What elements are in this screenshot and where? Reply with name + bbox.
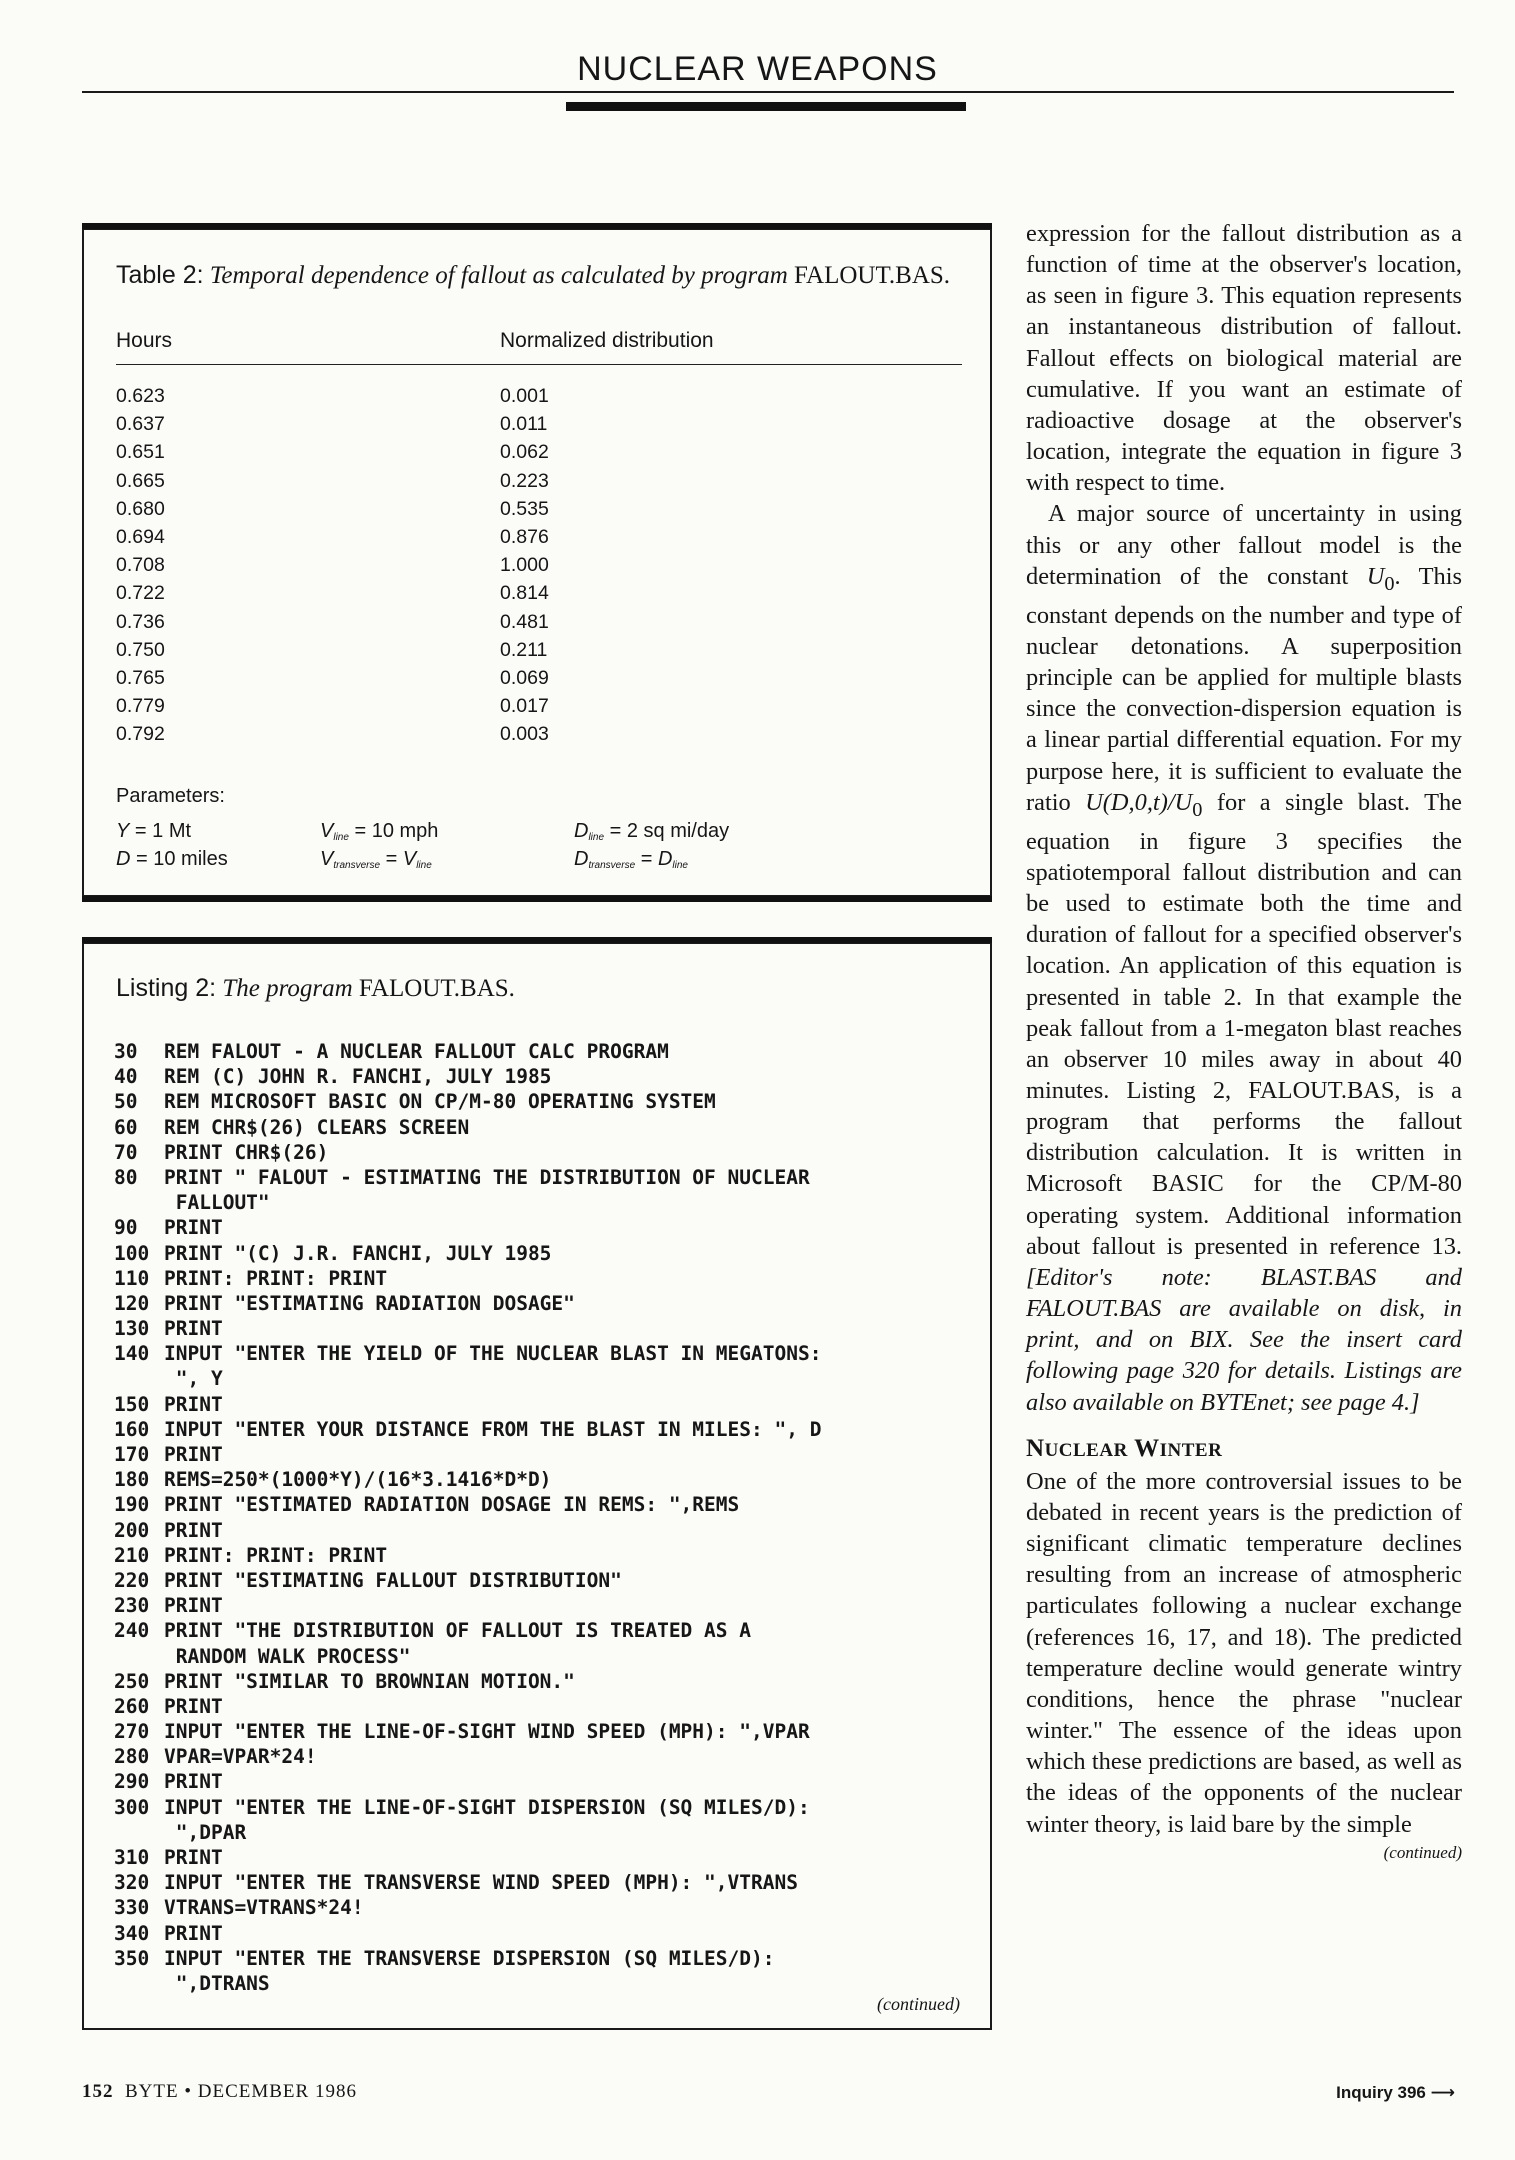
code-line xyxy=(114,1316,974,1341)
distribution-cell: 0.223 xyxy=(500,469,549,492)
table-row xyxy=(116,385,916,413)
line-code: PRINT xyxy=(164,1921,223,1945)
line-code: FALLOUT" xyxy=(164,1191,270,1215)
table-row xyxy=(116,498,916,526)
line-number: 140 xyxy=(114,1342,150,1366)
line-code: PRINT: PRINT: PRINT xyxy=(164,1266,388,1290)
code-line xyxy=(114,1064,974,1089)
article-continued: (continued) xyxy=(1383,1842,1462,1862)
line-code: PRINT " FALOUT - ESTIMATING THE DISTRIBUTION OF NUCLEAR xyxy=(164,1165,810,1189)
param-d-line: $D_{line} = 2$ sq mi/day xyxy=(574,820,730,843)
line-code: PRINT "ESTIMATING RADIATION DOSAGE" xyxy=(164,1291,575,1315)
line-number: 100 xyxy=(114,1241,150,1265)
listing-continued: (continued) xyxy=(877,1994,960,2014)
table-row xyxy=(116,723,916,751)
line-code: PRINT xyxy=(164,1694,223,1718)
listing-box-top-bar xyxy=(82,937,992,943)
distribution-cell: 0.001 xyxy=(500,385,549,407)
line-number: 60 xyxy=(114,1115,138,1139)
code-line xyxy=(114,1895,974,1920)
line-number: 180 xyxy=(114,1468,150,1492)
line-code: PRINT xyxy=(164,1594,223,1618)
code-line xyxy=(114,1442,974,1467)
editor-note: [Editor's note: BLAST.BAS and FALOUT.BAS are available on disk, in print, and on BIX. See the insert card following page 320 for details. Listings are also available on BYTEnet; see page 4.] xyxy=(1026,1263,1462,1416)
hours-cell: 0.694 xyxy=(116,525,165,548)
code-line xyxy=(114,1291,974,1316)
code-listing xyxy=(114,1039,974,1996)
code-line xyxy=(114,1618,974,1643)
hours-cell: 0.765 xyxy=(116,666,165,689)
line-number: 190 xyxy=(114,1493,150,1517)
distribution-cell: 0.876 xyxy=(500,525,549,548)
hours-cell: 0.792 xyxy=(116,723,165,746)
line-code: PRINT "ESTIMATED RADIATION DOSAGE IN REMS: ",REMS xyxy=(164,1493,740,1517)
header-bar xyxy=(566,102,966,111)
line-number xyxy=(114,1366,164,1391)
parameters-label: Parameters: xyxy=(116,785,225,807)
line-number: 130 xyxy=(114,1317,150,1341)
code-line xyxy=(114,1215,974,1240)
arrow-right-icon: ⟶ xyxy=(1430,2083,1455,2102)
listing-2-box xyxy=(82,942,992,2030)
article-paragraph-2: A major source of uncertainty in using this or any other fallout model is the determination of the constant $U_0$. This constant depends on the number and type of nuclear detonations. A superposition principle can be applied for multiple blasts since the convection-dispersion equation is a linear partial differential equation. For my purpose here, it is sufficient to evaluate the ratio $U(D,0,t)/U_0$ for a single blast. The equation in figure 3 specifies the spatiotemporal fallout distribution and can be used to estimate both the time and duration of fallout for a specified observer's location. An application of this equation is presented in table 2. In that example the peak fallout from a 1-megaton blast reaches an observer 10 miles away in about 40 minutes. Listing 2, FALOUT.BAS, is a program that performs the fallout distribution calculation. It is written in Microsoft BASIC for the CP/M-80 operating system. Additional information about fallout is presented in reference 13. [Editor's note: BLAST.BAS and FALOUT.BAS are available on disk, in print, and on BIX. See the insert card following page 320 for details. Listings are also available on BYTEnet; see page 4.] xyxy=(1026,500,1462,1416)
code-line xyxy=(114,1266,974,1291)
line-number: 330 xyxy=(114,1896,150,1920)
line-number: 240 xyxy=(114,1619,150,1643)
param-yield: Y = 1 Mt xyxy=(116,820,192,842)
line-number: 90 xyxy=(114,1216,138,1240)
header-rule xyxy=(82,91,1454,93)
line-code: REMS=250*(1000*Y)/(16*3.1416*D*D) xyxy=(164,1468,552,1492)
line-code: REM (C) JOHN R. FANCHI, JULY 1985 xyxy=(164,1065,552,1089)
param-distance: D = 10 miles xyxy=(116,848,228,870)
line-code: INPUT "ENTER YOUR DISTANCE FROM THE BLAST IN MILES: ", D xyxy=(164,1417,822,1441)
line-number: 310 xyxy=(114,1846,150,1869)
line-number: 280 xyxy=(114,1745,150,1769)
line-number: 220 xyxy=(114,1568,150,1592)
line-number xyxy=(114,1190,164,1215)
table-2-caption: Table 2: Temporal dependence of fallout as calculated by program FALOUT.BAS. xyxy=(116,261,951,289)
table-row xyxy=(116,639,916,667)
distribution-cell: 0.069 xyxy=(500,666,549,689)
line-code: PRINT xyxy=(164,1317,223,1341)
table-row xyxy=(116,526,916,554)
code-line xyxy=(114,1039,974,1064)
line-code: INPUT "ENTER THE TRANSVERSE DISPERSION (SQ MILES/D): xyxy=(164,1946,775,1970)
line-code: RANDOM WALK PROCESS" xyxy=(164,1644,411,1668)
line-number xyxy=(114,1644,164,1669)
code-line xyxy=(114,1744,974,1769)
table-row xyxy=(116,554,916,582)
line-number: 250 xyxy=(114,1669,150,1693)
code-line xyxy=(114,1593,974,1618)
line-code: PRINT "THE DISTRIBUTION OF FALLOUT IS TREATED AS A xyxy=(164,1619,751,1643)
line-number: 80 xyxy=(114,1165,138,1189)
line-code: PRINT xyxy=(164,1846,223,1869)
line-number: 70 xyxy=(114,1140,138,1164)
line-number: 160 xyxy=(114,1417,150,1441)
code-line xyxy=(114,1568,974,1593)
line-code: INPUT "ENTER THE TRANSVERSE WIND SPEED (MPH): ",VTRANS xyxy=(164,1871,798,1895)
line-number: 300 xyxy=(114,1795,150,1819)
line-number: 170 xyxy=(114,1443,150,1466)
section-heading-nuclear-winter: NUCLEAR WINTER xyxy=(1026,1434,1223,1462)
hours-cell: 0.736 xyxy=(116,610,165,633)
code-line xyxy=(114,1140,974,1165)
line-code: ", Y xyxy=(164,1367,223,1391)
column-header-distribution: Normalized distribution xyxy=(500,329,714,352)
table-box-top-bar xyxy=(82,223,992,229)
line-code: REM FALOUT - A NUCLEAR FALLOUT CALC PROGRAM xyxy=(164,1040,669,1063)
code-line xyxy=(114,1946,974,1971)
line-code: VTRANS=VTRANS*24! xyxy=(164,1896,364,1920)
distribution-cell: 0.535 xyxy=(500,497,549,520)
hours-cell: 0.651 xyxy=(116,441,165,464)
code-line xyxy=(114,1719,974,1744)
code-line xyxy=(114,1694,974,1719)
line-code: PRINT "SIMILAR TO BROWNIAN MOTION." xyxy=(164,1669,575,1693)
hours-cell: 0.637 xyxy=(116,413,165,436)
hours-cell: 0.779 xyxy=(116,695,165,718)
param-v-line: $V_{line} = 10$ mph xyxy=(320,820,439,843)
param-d-transverse: $D_{transverse} = D_{line}$ xyxy=(574,848,688,871)
line-number: 320 xyxy=(114,1871,150,1895)
distribution-cell: 0.017 xyxy=(500,695,549,718)
line-number: 340 xyxy=(114,1921,150,1945)
article-paragraph-1: expression for the fallout distribution as a function of time at the observer's location, as seen in figure 3. This equation represents an instantaneous distribution of fallout. Fallout effects on biological material are cumulative. If you want an estimate of radioactive dosage at the observer's location, integrate the equation in figure 3 with respect to time. xyxy=(1026,220,1462,497)
code-line xyxy=(114,1341,974,1366)
listing-2-caption: Listing 2: The program FALOUT.BAS. xyxy=(116,974,515,1002)
hours-cell: 0.708 xyxy=(116,554,165,577)
line-number: 40 xyxy=(114,1065,138,1089)
line-code: PRINT "(C) J.R. FANCHI, JULY 1985 xyxy=(164,1241,552,1265)
hours-cell: 0.750 xyxy=(116,638,165,661)
line-number: 110 xyxy=(114,1266,150,1290)
hours-cell: 0.680 xyxy=(116,497,165,520)
param-v-transverse: $V_{transverse} = V_{line}$ xyxy=(320,848,432,871)
code-line xyxy=(114,1795,974,1820)
code-line xyxy=(114,1241,974,1266)
table-rule xyxy=(116,364,962,365)
line-code: PRINT CHR$(26) xyxy=(164,1140,329,1164)
code-line xyxy=(114,1820,974,1845)
line-code: REM MICROSOFT BASIC ON CP/M-80 OPERATING SYSTEM xyxy=(164,1090,716,1114)
article-column xyxy=(1026,218,1462,1864)
footer-folio: 152 BYTE • DECEMBER 1986 xyxy=(82,2081,357,2102)
code-line xyxy=(114,1115,974,1140)
code-line xyxy=(114,1769,974,1794)
line-number: 50 xyxy=(114,1090,138,1114)
line-code: VPAR=VPAR*24! xyxy=(164,1745,317,1769)
distribution-cell: 1.000 xyxy=(500,554,549,577)
line-code: PRINT xyxy=(164,1770,223,1794)
distribution-cell: 0.003 xyxy=(500,723,549,746)
line-code: PRINT "ESTIMATING FALLOUT DISTRIBUTION" xyxy=(164,1568,622,1592)
code-line xyxy=(114,1392,974,1417)
line-code: PRINT: PRINT: PRINT xyxy=(164,1543,388,1567)
code-line xyxy=(114,1165,974,1190)
article-paragraph-3: One of the more controversial issues to be debated in recent years is the prediction of significant climatic temperature declines resulting from an increase of atmospheric particulates following a nuclear exchange (references 16, 17, and 18). The predicted temperature decline would generate wintry conditions, hence the phrase "nuclear winter." The essence of the ideas upon which these predictions are based, as well as the ideas of the opponents of the nuclear winter theory, is laid bare by the simple xyxy=(1026,1467,1462,1838)
hours-cell: 0.665 xyxy=(116,469,165,492)
line-number: 270 xyxy=(114,1720,150,1744)
line-code: INPUT "ENTER THE LINE-OF-SIGHT WIND SPEED (MPH): ",VPAR xyxy=(164,1720,810,1744)
distribution-cell: 0.011 xyxy=(500,413,548,436)
column-header-hours: Hours xyxy=(116,329,173,352)
code-line xyxy=(114,1669,974,1694)
table-2-box xyxy=(82,228,992,897)
code-line xyxy=(114,1921,974,1946)
line-code: ",DTRANS xyxy=(164,1971,270,1995)
table-box-bottom-bar xyxy=(82,896,992,902)
code-line xyxy=(114,1644,974,1669)
code-line xyxy=(114,1417,974,1442)
line-number: 210 xyxy=(114,1543,150,1567)
section-title: NUCLEAR WEAPONS xyxy=(577,50,938,88)
footer-inquiry[interactable]: Inquiry 396 ⟶ xyxy=(1336,2083,1455,2102)
code-line xyxy=(114,1845,974,1870)
line-number: 30 xyxy=(114,1040,138,1063)
table-row xyxy=(116,441,916,469)
line-number xyxy=(114,1971,164,1996)
distribution-cell: 0.814 xyxy=(500,582,549,605)
code-line xyxy=(114,1492,974,1517)
code-line xyxy=(114,1543,974,1568)
line-number: 290 xyxy=(114,1770,150,1794)
line-code: INPUT "ENTER THE LINE-OF-SIGHT DISPERSION (SQ MILES/D): xyxy=(164,1795,810,1819)
line-code: PRINT xyxy=(164,1443,223,1466)
line-number xyxy=(114,1820,164,1845)
table-row xyxy=(116,611,916,639)
table-body xyxy=(116,385,916,751)
code-line xyxy=(114,1190,974,1215)
hours-cell: 0.722 xyxy=(116,582,165,605)
table-row xyxy=(116,470,916,498)
line-number: 230 xyxy=(114,1594,150,1618)
line-number: 120 xyxy=(114,1291,150,1315)
line-number: 200 xyxy=(114,1518,150,1542)
code-line xyxy=(114,1971,974,1996)
line-number: 350 xyxy=(114,1946,150,1970)
hours-cell: 0.623 xyxy=(116,385,165,407)
table-row xyxy=(116,667,916,695)
line-code: PRINT xyxy=(164,1518,223,1542)
table-row xyxy=(116,413,916,441)
line-code: PRINT xyxy=(164,1216,223,1240)
line-code: REM CHR$(26) CLEARS SCREEN xyxy=(164,1115,470,1139)
line-number: 260 xyxy=(114,1694,150,1718)
distribution-cell: 0.062 xyxy=(500,441,549,464)
line-code: INPUT "ENTER THE YIELD OF THE NUCLEAR BLAST IN MEGATONS: xyxy=(164,1342,822,1366)
code-line xyxy=(114,1366,974,1391)
code-line xyxy=(114,1870,974,1895)
line-code: ",DPAR xyxy=(164,1820,247,1844)
code-line xyxy=(114,1518,974,1543)
code-line xyxy=(114,1089,974,1114)
table-row xyxy=(116,695,916,723)
distribution-cell: 0.481 xyxy=(500,610,549,633)
distribution-cell: 0.211 xyxy=(500,638,548,661)
table-row xyxy=(116,582,916,610)
line-number: 150 xyxy=(114,1392,150,1416)
code-line xyxy=(114,1467,974,1492)
line-code: PRINT xyxy=(164,1392,223,1416)
